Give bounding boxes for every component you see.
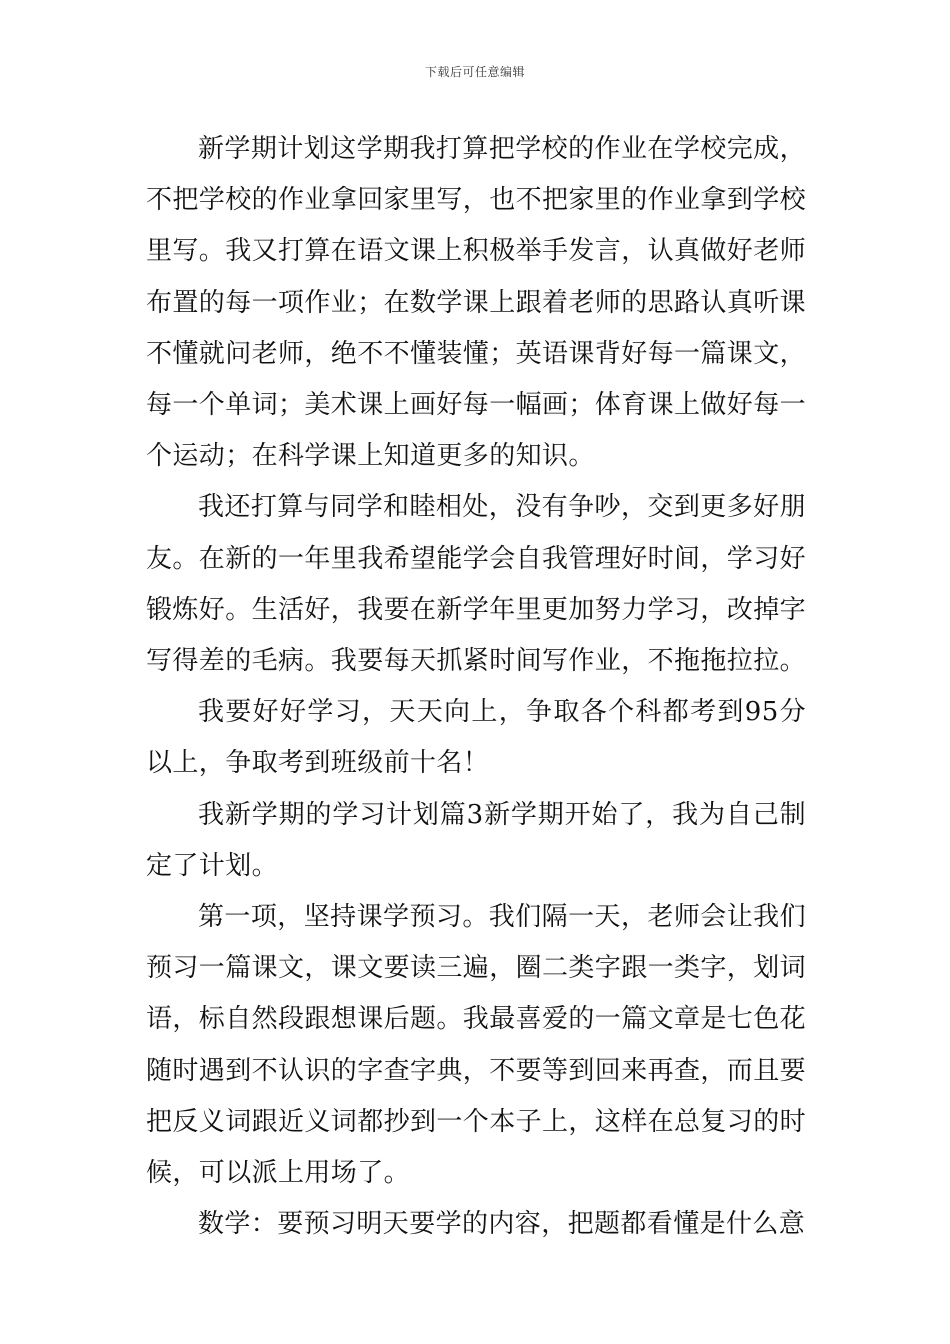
document-body xyxy=(146,124,806,1250)
paragraph-2: 我还打算与同学和睦相处，没有争吵，交到更多好朋友。在新的一年里我希望能学会自我管理好时间，学习好锻炼好。生活好，我要在新学年里更加努力学习，改掉字写得差的毛病。我要每天抓紧时间写作业，不拖拖拉拉。 xyxy=(146,492,807,677)
paragraph-5: 第一项，坚持课学预习。我们隔一天，老师会让我们预习一篇课文，课文要读三遍，圈二类字跟一类字，划词语，标自然段跟想课后题。我最喜爱的一篇文章是七色花随时遇到不认识的字查字典，不要等到回来再查，而且要把反义词跟近义词都抄到一个本子上，这样在总复习的时候，可以派上用场了。 xyxy=(146,902,807,1189)
paragraph-6: 数学：要预习明天要学的内容，把题都看懂是什么意 xyxy=(198,1209,806,1240)
paragraph-1: 新学期计划这学期我打算把学校的作业在学校完成，不把学校的作业拿回家里写，也不把家里的作业拿到学校里写。我又打算在语文课上积极举手发言，认真做好老师布置的每一项作业；在数学课上跟着老师的思路认真听课不懂就问老师，绝不不懂装懂；英语课背好每一篇课文，每一个单词；美术课上画好每一幅画；体育课上做好每一个运动；在科学课上知道更多的知识。 xyxy=(146,134,807,472)
paragraph-4: 我新学期的学习计划篇3新学期开始了，我为自己制定了计划。 xyxy=(146,799,806,881)
paragraph-3: 我要好好学习，天天向上，争取各个科都考到95分以上，争取考到班级前十名！ xyxy=(146,697,806,779)
page-header: 下载后可任意编辑 xyxy=(424,65,525,79)
